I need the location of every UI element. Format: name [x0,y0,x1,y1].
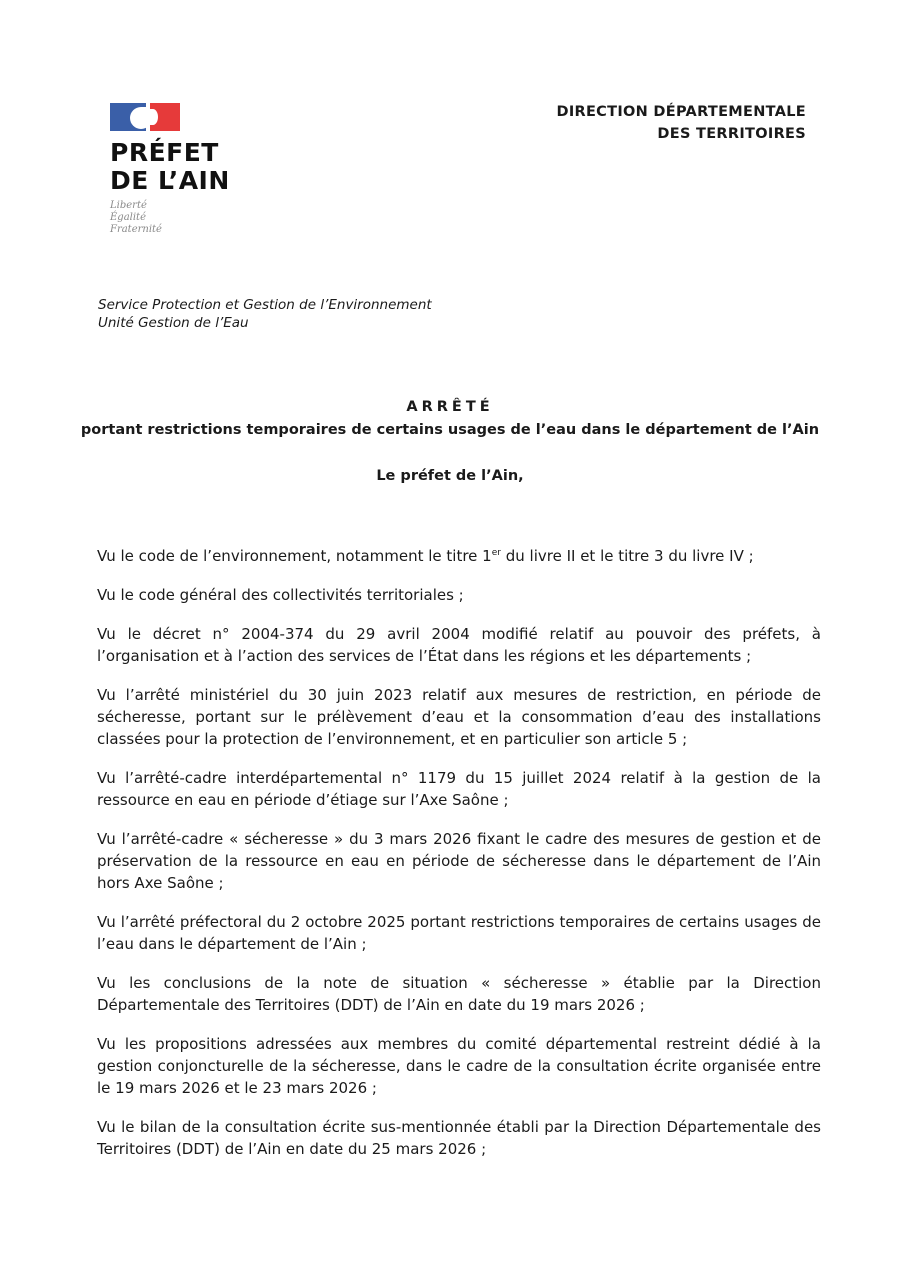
direction-line-2: DES TERRITOIRES [657,126,806,142]
decree-heading: ARRÊTÉ [406,399,494,415]
visa-1-text-end: du livre II et le titre 3 du livre IV ; [500,547,754,565]
direction-line-1: DIRECTION DÉPARTEMENTALE [556,104,806,120]
visa-paragraph-10: Vu le bilan de la consultation écrite sus-mentionnée établi par la Direction Départementale des Territoires (DDT) de l’Ain en date du 25 mars 2026 ; [97,1118,821,1158]
decree-body [97,545,821,1177]
visa-paragraph-1 [97,545,821,567]
motto-liberte: Liberté [110,200,147,211]
marianne-flag-icon [110,103,270,133]
logo-line-1: PRÉFET [110,138,219,167]
decree-title [60,397,840,486]
republic-motto [110,200,270,236]
prefecture-logo [110,103,270,236]
visa-paragraph-2: Vu le code général des collectivités territoriales ; [97,586,464,604]
decree-subtitle: portant restrictions temporaires de certains usages de l’eau dans le département de l’Ain [80,422,820,438]
visa-paragraph-4: Vu l’arrêté ministériel du 30 juin 2023 relatif aux mesures de restriction, en période de sécheresse, portant sur le prélèvement d’eau et la consommation d’eau des installations classées pour la protection de l’environnement, et en particulier son article 5 ; [97,686,821,748]
visa-paragraph-7: Vu l’arrêté préfectoral du 2 octobre 2025 portant restrictions temporaires de certains usages de l’eau dans le département de l’Ain ; [97,913,821,953]
motto-fraternite: Fraternité [110,224,162,235]
prefet-line: Le préfet de l’Ain, [376,468,524,484]
visa-paragraph-8: Vu les conclusions de la note de situation « sécheresse » établie par la Direction Départementale des Territoires (DDT) de l’Ain en date du 19 mars 2026 ; [97,974,821,1014]
visa-1-superscript: er [491,548,501,558]
logo-line-2: DE L’AIN [110,166,230,195]
motto-egalite: Égalité [110,212,146,223]
unit-name: Unité Gestion de l’Eau [98,315,249,331]
visa-paragraph-9: Vu les propositions adressées aux membres du comité départemental restreint dédié à la gestion conjoncturelle de la sécheresse, dans le cadre de la consultation écrite organisée entre le 19 mars 2026 et le 23 mars 2026 ; [97,1035,821,1097]
visa-1-text: Vu le code de l’environnement, notamment le titre 1 [97,547,492,565]
visa-paragraph-5: Vu l’arrêté-cadre interdépartemental n° 1179 du 15 juillet 2024 relatif à la gestion de la ressource en eau en période d’étiage sur l’Axe Saône ; [97,769,821,809]
visa-paragraph-3: Vu le décret n° 2004-374 du 29 avril 2004 modifié relatif au pouvoir des préfets, à l’organisation et à l’action des services de l’État dans les régions et les départements ; [97,625,821,665]
logo-title [110,139,270,195]
service-name: Service Protection et Gestion de l’Environnement [98,297,432,313]
visa-paragraph-6: Vu l’arrêté-cadre « sécheresse » du 3 mars 2026 fixant le cadre des mesures de gestion et de préservation de la ressource en eau en période de sécheresse dans le département de l’Ain hors Axe Saône ; [97,830,821,892]
service-block [98,296,432,332]
issuing-direction [556,101,806,145]
